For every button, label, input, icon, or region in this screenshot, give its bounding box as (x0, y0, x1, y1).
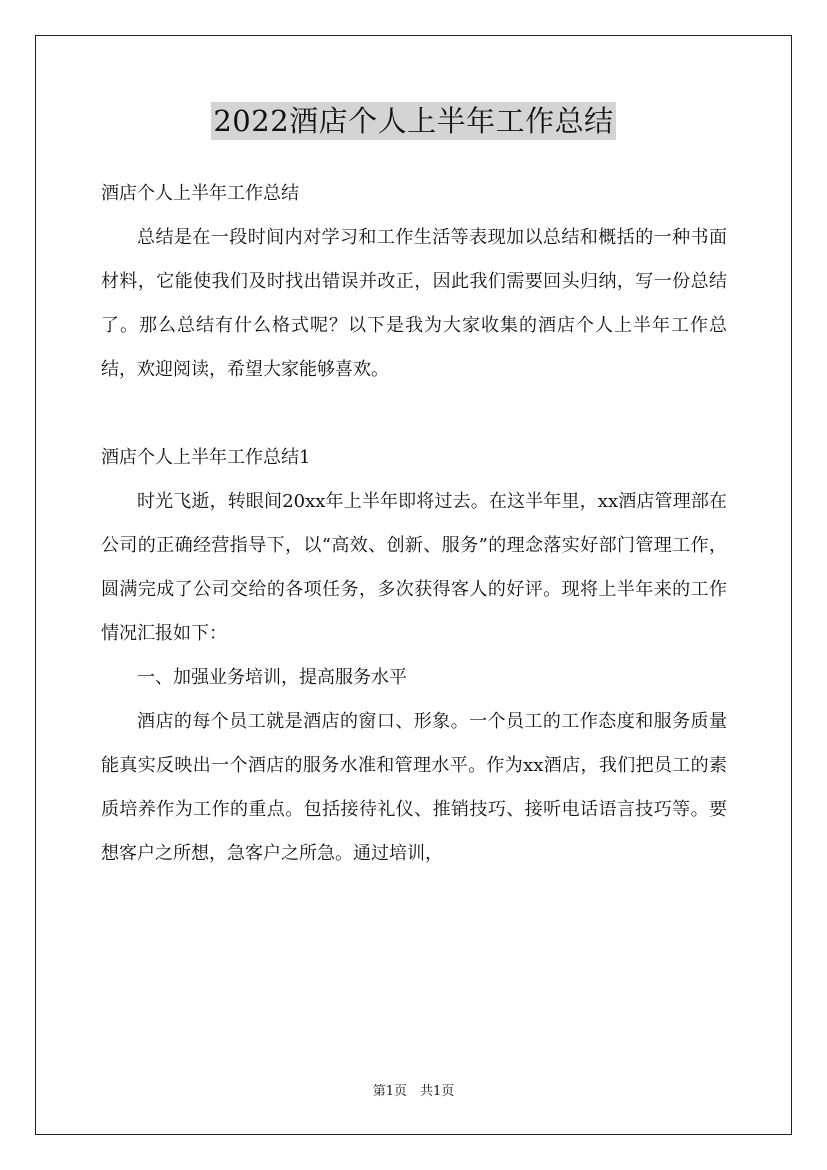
document-title: 2022酒店个人上半年工作总结 (213, 104, 614, 138)
paragraph-gap (101, 392, 727, 436)
section-paragraph-2: 酒店的每个员工就是酒店的窗口、形象。一个员工的工作态度和服务质量能真实反映出一个酒店的服务水准和管理水平。作为xx酒店，我们把员工的素质培养作为工作的重点。包括接待礼仪、推销技巧、接听电话语言技巧等。要想客户之所想，急客户之所急。通过培训， (101, 711, 727, 864)
section-paragraph-1: 时光飞逝，转眼间20xx年上半年即将过去。在这半年里，xx酒店管理部在公司的正确经营指导下，以“高效、创新、服务”的理念落实好部门管理工作，圆满完成了公司交给的各项任务，多次获得客人的好评。现将上半年来的工作情况汇报如下： (101, 491, 727, 644)
section-heading: 酒店个人上半年工作总结1 (101, 447, 311, 468)
subheading-training: 一、加强业务培训，提高服务水平 (137, 667, 407, 688)
document-subtitle: 酒店个人上半年工作总结 (101, 183, 299, 204)
document-body (101, 172, 727, 876)
page-footer: 第1页 共1页 (372, 1084, 455, 1099)
intro-paragraph: 总结是在一段时间内对学习和工作生活等表现加以总结和概括的一种书面材料，它能使我们及时找出错误并改正，因此我们需要回头归纳，写一份总结了。那么总结有什么格式呢？以下是我为大家收集的酒店个人上半年工作总结，欢迎阅读，希望大家能够喜欢。 (101, 227, 727, 380)
title-container (0, 102, 827, 140)
